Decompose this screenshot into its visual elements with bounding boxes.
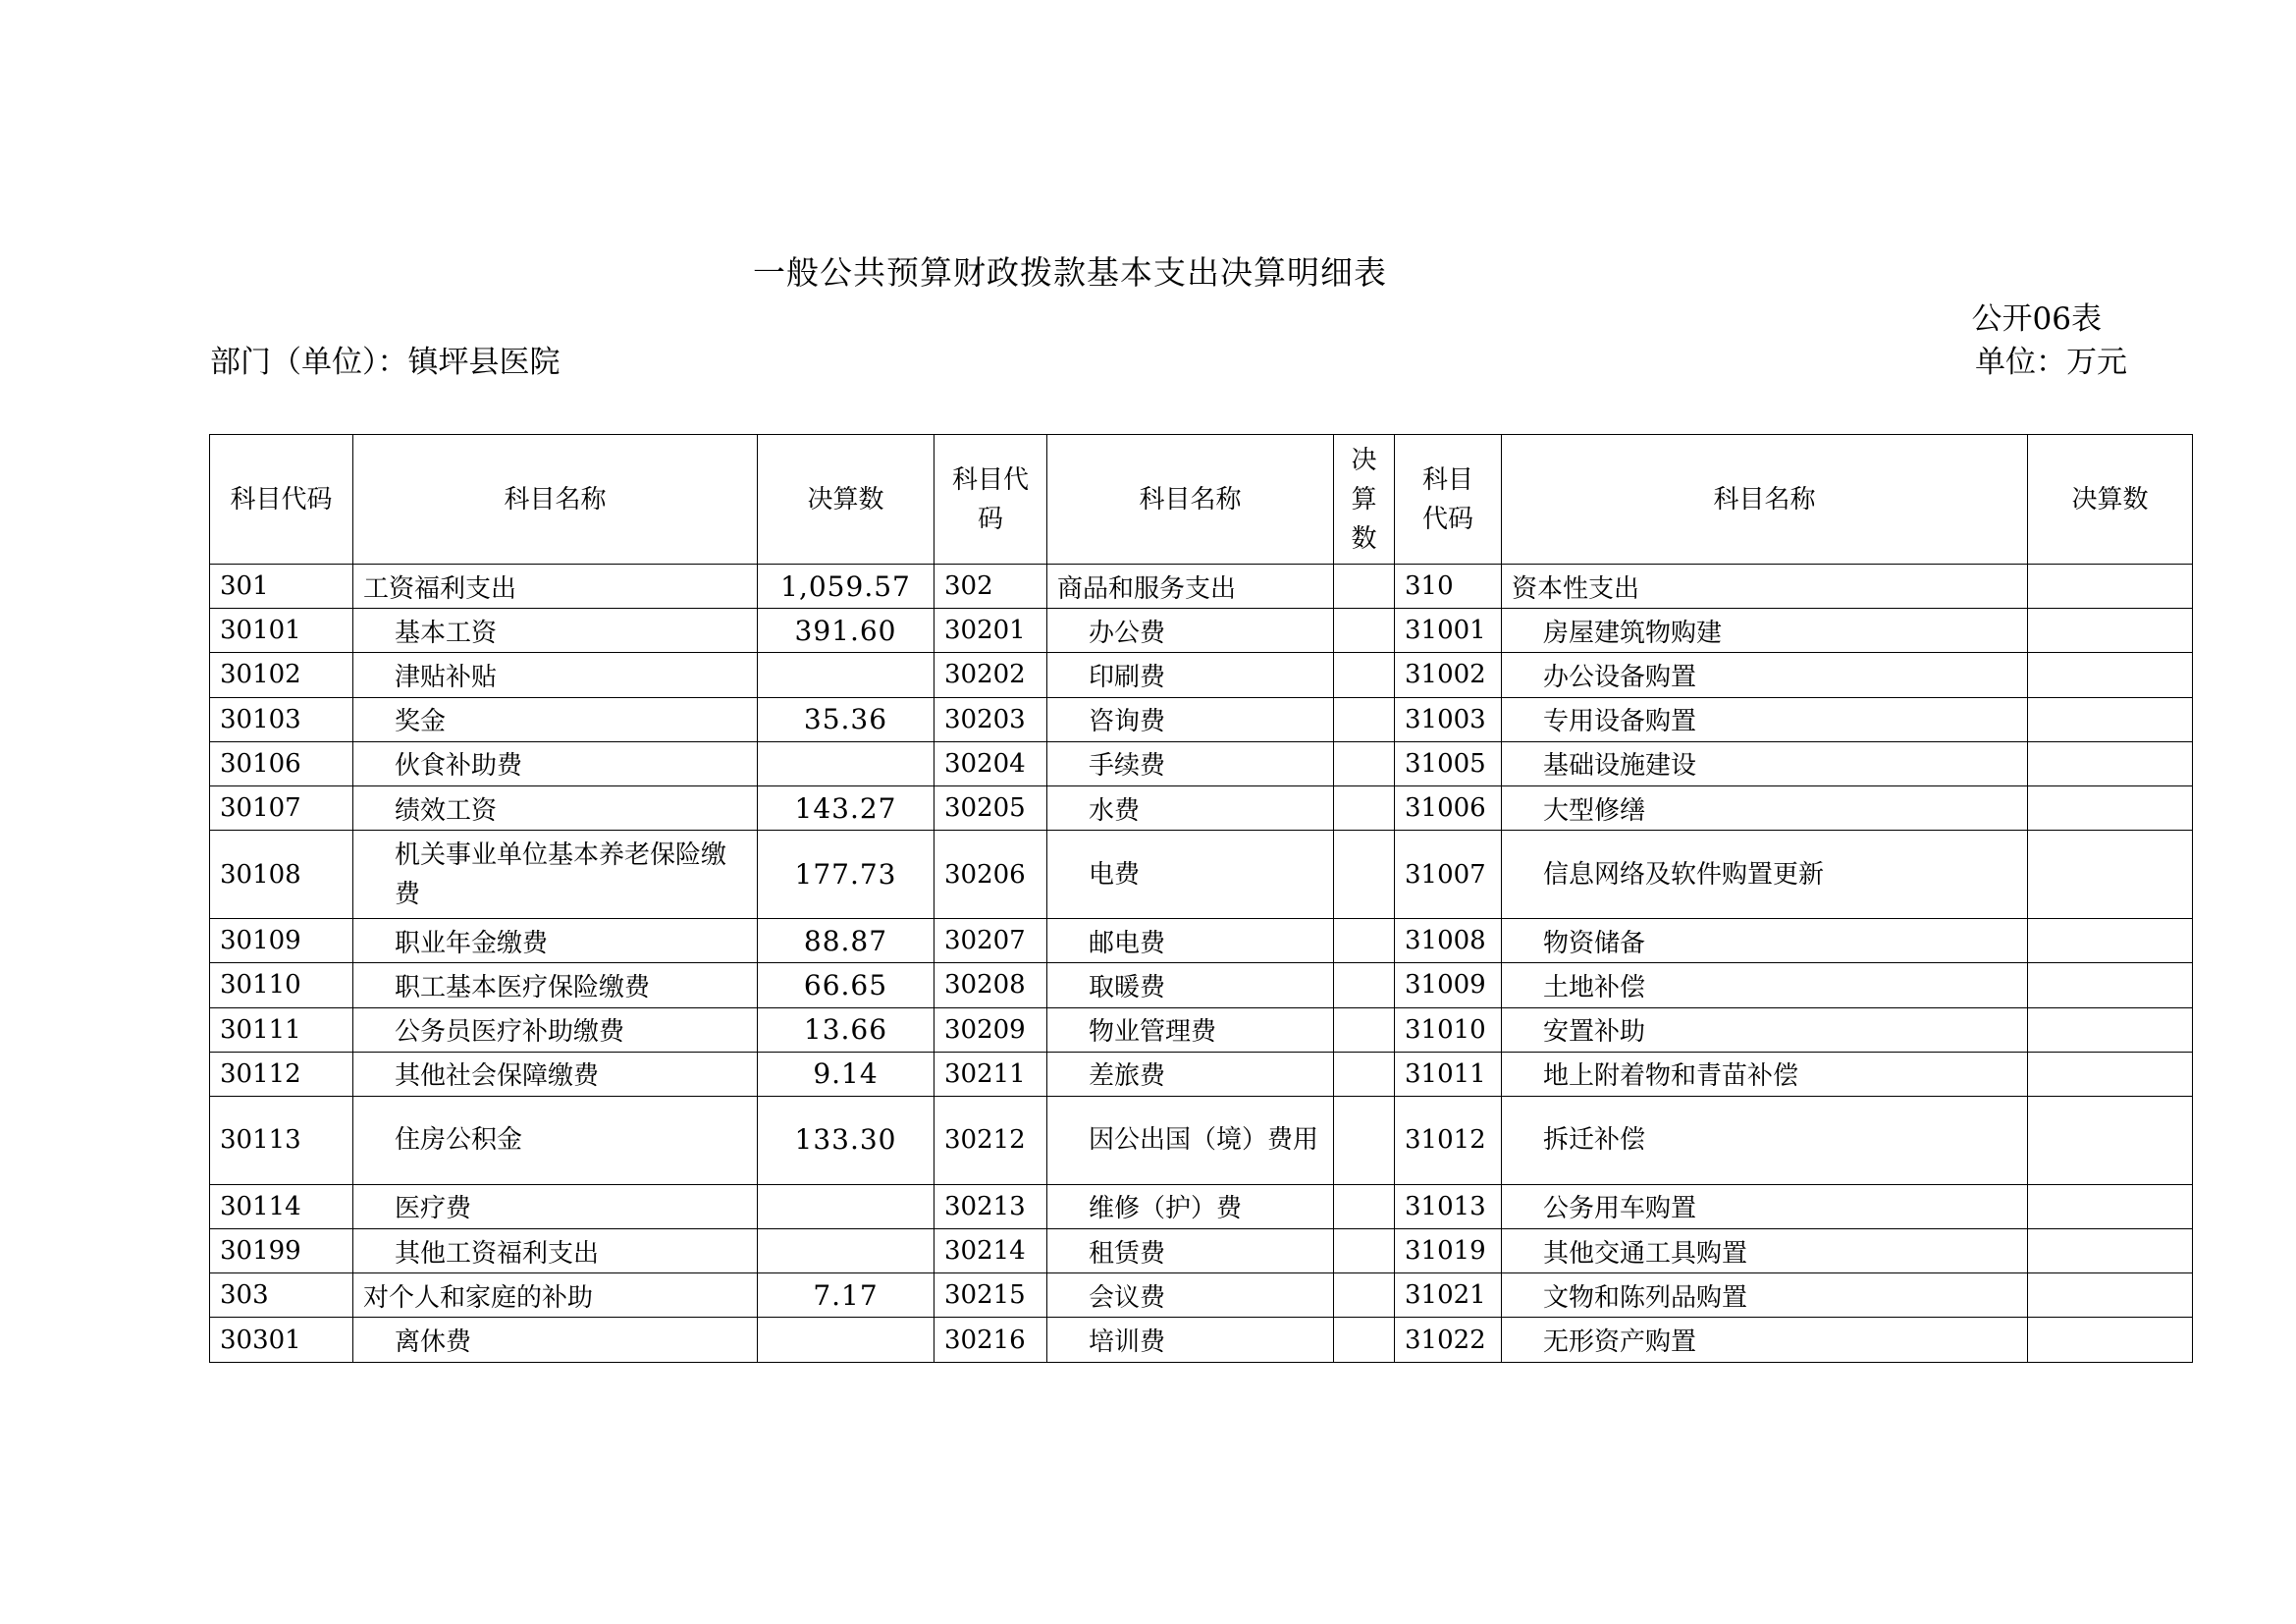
amount-cell: 13.66 (758, 1007, 934, 1052)
amount-cell (2028, 1318, 2193, 1362)
code-cell: 30207 (934, 919, 1047, 963)
code-cell: 30213 (934, 1184, 1047, 1228)
amount-cell: 7.17 (758, 1273, 934, 1318)
code-cell: 31001 (1395, 609, 1502, 653)
amount-cell (2028, 831, 2193, 919)
name-cell: 邮电费 (1047, 919, 1334, 963)
code-cell: 31006 (1395, 785, 1502, 830)
name-cell: 资本性支出 (1502, 565, 2028, 609)
name-cell: 绩效工资 (353, 785, 758, 830)
amount-cell (1334, 1184, 1395, 1228)
code-cell: 31008 (1395, 919, 1502, 963)
table-row (210, 831, 2193, 919)
table-row (210, 919, 2193, 963)
name-cell: 因公出国（境）费用 (1047, 1096, 1334, 1184)
col-header-name-1: 科目名称 (353, 435, 758, 565)
page-title: 一般公共预算财政拨款基本支出决算明细表 (753, 253, 1387, 292)
amount-cell (1334, 1007, 1395, 1052)
code-cell: 31012 (1395, 1096, 1502, 1184)
code-cell: 30215 (934, 1273, 1047, 1318)
amount-cell (1334, 919, 1395, 963)
code-cell: 30112 (210, 1052, 353, 1096)
code-cell: 30211 (934, 1052, 1047, 1096)
code-cell: 31002 (1395, 653, 1502, 697)
amount-cell (1334, 1052, 1395, 1096)
col-header-code-1: 科目代码 (210, 435, 353, 565)
name-cell: 津贴补贴 (353, 653, 758, 697)
name-cell: 基本工资 (353, 609, 758, 653)
code-cell: 31003 (1395, 697, 1502, 741)
code-cell: 30204 (934, 741, 1047, 785)
amount-cell (758, 653, 934, 697)
code-cell: 30108 (210, 831, 353, 919)
table-row (210, 1096, 2193, 1184)
table-row (210, 963, 2193, 1007)
code-cell: 31019 (1395, 1229, 1502, 1273)
amount-cell (2028, 741, 2193, 785)
name-cell: 地上附着物和青苗补偿 (1502, 1052, 2028, 1096)
name-cell: 拆迁补偿 (1502, 1096, 2028, 1184)
amount-cell (1334, 1318, 1395, 1362)
name-cell: 商品和服务支出 (1047, 565, 1334, 609)
col-header-code-2: 科目代码 (934, 435, 1047, 565)
code-cell: 30216 (934, 1318, 1047, 1362)
table-row (210, 1184, 2193, 1228)
code-cell: 30212 (934, 1096, 1047, 1184)
table-row (210, 653, 2193, 697)
code-cell: 31013 (1395, 1184, 1502, 1228)
code-cell: 31022 (1395, 1318, 1502, 1362)
amount-cell (2028, 1007, 2193, 1052)
name-cell: 专用设备购置 (1502, 697, 2028, 741)
table-row (210, 609, 2193, 653)
name-cell: 水费 (1047, 785, 1334, 830)
code-cell: 30109 (210, 919, 353, 963)
col-header-amount-3: 决算数 (2028, 435, 2193, 565)
code-cell: 31011 (1395, 1052, 1502, 1096)
col-header-amount-1: 决算数 (758, 435, 934, 565)
table-row (210, 1052, 2193, 1096)
name-cell: 印刷费 (1047, 653, 1334, 697)
amount-cell (2028, 919, 2193, 963)
amount-cell (1334, 609, 1395, 653)
amount-cell: 35.36 (758, 697, 934, 741)
amount-cell (2028, 1229, 2193, 1273)
amount-cell (2028, 1273, 2193, 1318)
name-cell: 土地补偿 (1502, 963, 2028, 1007)
unit-label: 单位：万元 (1975, 345, 2127, 380)
code-cell: 30206 (934, 831, 1047, 919)
amount-cell: 133.30 (758, 1096, 934, 1184)
code-cell: 30201 (934, 609, 1047, 653)
amount-cell (2028, 1184, 2193, 1228)
amount-cell: 9.14 (758, 1052, 934, 1096)
amount-cell (1334, 831, 1395, 919)
code-cell: 31005 (1395, 741, 1502, 785)
name-cell: 物资储备 (1502, 919, 2028, 963)
amount-cell (1334, 565, 1395, 609)
table-row (210, 565, 2193, 609)
name-cell: 租赁费 (1047, 1229, 1334, 1273)
table-row (210, 1229, 2193, 1273)
code-cell: 31009 (1395, 963, 1502, 1007)
col-header-amount-2: 决算数 (1334, 435, 1395, 565)
amount-cell (1334, 1096, 1395, 1184)
code-cell: 30214 (934, 1229, 1047, 1273)
name-cell: 电费 (1047, 831, 1334, 919)
code-cell: 31010 (1395, 1007, 1502, 1052)
department-label: 部门（单位）：镇坪县医院 (210, 345, 561, 380)
header-row (210, 435, 2193, 565)
amount-cell: 88.87 (758, 919, 934, 963)
code-cell: 30203 (934, 697, 1047, 741)
amount-cell: 391.60 (758, 609, 934, 653)
name-cell: 其他社会保障缴费 (353, 1052, 758, 1096)
amount-cell: 66.65 (758, 963, 934, 1007)
code-cell: 302 (934, 565, 1047, 609)
name-cell: 房屋建筑物购建 (1502, 609, 2028, 653)
code-cell: 303 (210, 1273, 353, 1318)
table-body (210, 565, 2193, 1363)
name-cell: 差旅费 (1047, 1052, 1334, 1096)
name-cell: 维修（护）费 (1047, 1184, 1334, 1228)
table-row (210, 1318, 2193, 1362)
name-cell: 安置补助 (1502, 1007, 2028, 1052)
name-cell: 大型修缮 (1502, 785, 2028, 830)
name-cell: 工资福利支出 (353, 565, 758, 609)
name-cell: 咨询费 (1047, 697, 1334, 741)
amount-cell (1334, 741, 1395, 785)
name-cell: 机关事业单位基本养老保险缴费 (353, 831, 758, 919)
code-cell: 30107 (210, 785, 353, 830)
code-cell: 31007 (1395, 831, 1502, 919)
amount-cell (758, 1229, 934, 1273)
amount-cell (2028, 1096, 2193, 1184)
name-cell: 无形资产购置 (1502, 1318, 2028, 1362)
amount-cell (2028, 565, 2193, 609)
name-cell: 公务员医疗补助缴费 (353, 1007, 758, 1052)
name-cell: 职业年金缴费 (353, 919, 758, 963)
name-cell: 职工基本医疗保险缴费 (353, 963, 758, 1007)
amount-cell (758, 1318, 934, 1362)
code-cell: 30199 (210, 1229, 353, 1273)
amount-cell (1334, 1229, 1395, 1273)
table-row (210, 741, 2193, 785)
col-header-name-3: 科目名称 (1502, 435, 2028, 565)
code-cell: 30205 (934, 785, 1047, 830)
name-cell: 基础设施建设 (1502, 741, 2028, 785)
table-row (210, 1273, 2193, 1318)
code-cell: 301 (210, 565, 353, 609)
amount-cell (2028, 963, 2193, 1007)
expenditure-table (209, 434, 2193, 1363)
amount-cell (1334, 785, 1395, 830)
col-header-name-2: 科目名称 (1047, 435, 1334, 565)
amount-cell: 177.73 (758, 831, 934, 919)
name-cell: 其他交通工具购置 (1502, 1229, 2028, 1273)
amount-cell (1334, 963, 1395, 1007)
table-row (210, 1007, 2193, 1052)
table-row (210, 697, 2193, 741)
name-cell: 办公设备购置 (1502, 653, 2028, 697)
code-cell: 30101 (210, 609, 353, 653)
name-cell: 会议费 (1047, 1273, 1334, 1318)
amount-cell (1334, 697, 1395, 741)
name-cell: 办公费 (1047, 609, 1334, 653)
form-number: 公开06表 (1971, 301, 2102, 337)
col-header-code-3: 科目代码 (1395, 435, 1502, 565)
code-cell: 30209 (934, 1007, 1047, 1052)
name-cell: 医疗费 (353, 1184, 758, 1228)
code-cell: 30102 (210, 653, 353, 697)
name-cell: 物业管理费 (1047, 1007, 1334, 1052)
code-cell: 30111 (210, 1007, 353, 1052)
amount-cell (2028, 653, 2193, 697)
code-cell: 30106 (210, 741, 353, 785)
code-cell: 30113 (210, 1096, 353, 1184)
code-cell: 30103 (210, 697, 353, 741)
amount-cell (1334, 653, 1395, 697)
amount-cell (2028, 1052, 2193, 1096)
name-cell: 离休费 (353, 1318, 758, 1362)
name-cell: 公务用车购置 (1502, 1184, 2028, 1228)
name-cell: 其他工资福利支出 (353, 1229, 758, 1273)
amount-cell (2028, 697, 2193, 741)
amount-cell (2028, 609, 2193, 653)
amount-cell: 143.27 (758, 785, 934, 830)
name-cell: 信息网络及软件购置更新 (1502, 831, 2028, 919)
code-cell: 30301 (210, 1318, 353, 1362)
code-cell: 30202 (934, 653, 1047, 697)
name-cell: 奖金 (353, 697, 758, 741)
name-cell: 住房公积金 (353, 1096, 758, 1184)
amount-cell (758, 741, 934, 785)
name-cell: 伙食补助费 (353, 741, 758, 785)
code-cell: 30208 (934, 963, 1047, 1007)
name-cell: 对个人和家庭的补助 (353, 1273, 758, 1318)
code-cell: 31021 (1395, 1273, 1502, 1318)
code-cell: 30114 (210, 1184, 353, 1228)
code-cell: 30110 (210, 963, 353, 1007)
name-cell: 文物和陈列品购置 (1502, 1273, 2028, 1318)
amount-cell (2028, 785, 2193, 830)
amount-cell: 1,059.57 (758, 565, 934, 609)
amount-cell (758, 1184, 934, 1228)
amount-cell (1334, 1273, 1395, 1318)
name-cell: 培训费 (1047, 1318, 1334, 1362)
table-row (210, 785, 2193, 830)
name-cell: 手续费 (1047, 741, 1334, 785)
name-cell: 取暖费 (1047, 963, 1334, 1007)
code-cell: 310 (1395, 565, 1502, 609)
